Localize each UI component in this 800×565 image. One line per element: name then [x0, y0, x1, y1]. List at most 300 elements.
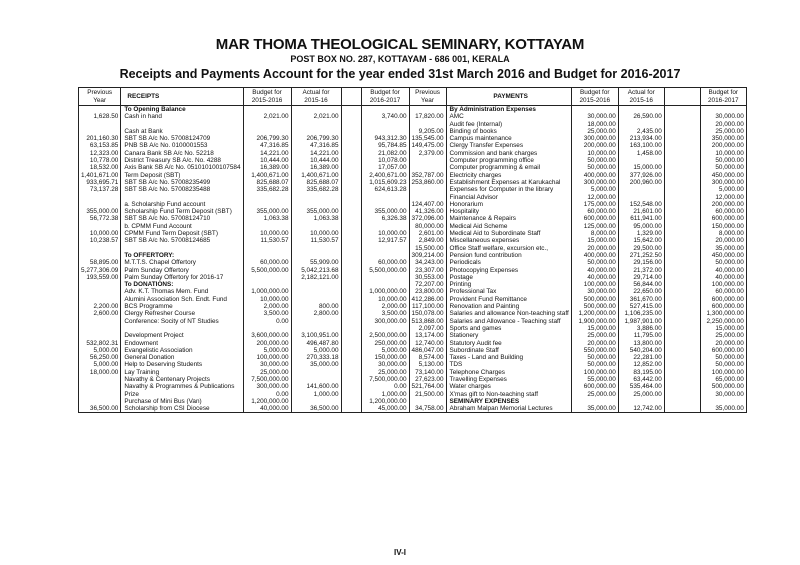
receipt-item-cell: Scholarship from CSI Diocese — [121, 405, 243, 413]
receipt-item-cell: CPMM Fund Term Deposit (SBT) — [121, 230, 243, 237]
actual-1516-receipt-cell: 5,000.00 — [291, 347, 341, 354]
budget-1617-payment-cell: 200,000.00 — [700, 142, 746, 149]
prev-year-receipt-cell — [79, 332, 121, 339]
spacer-cell — [664, 172, 700, 179]
spacer-cell — [664, 361, 700, 368]
budget-1617-payment-cell: 150,000.00 — [700, 223, 746, 230]
actual-1516-payment-cell: 22,281.00 — [618, 354, 664, 361]
budget-1617-receipt-cell: 17,057.00 — [361, 164, 409, 171]
budget-1617-receipt-cell: 355,000.00 — [361, 208, 409, 215]
receipt-item-cell: General Donation — [121, 354, 243, 361]
spacer-cell — [664, 121, 700, 128]
table-row — [79, 237, 747, 244]
budget-1617-payment-cell: 60,000.00 — [700, 208, 746, 215]
budget-1516-receipt-cell: 10,000.00 — [243, 230, 291, 237]
budget-1516-receipt-cell — [243, 325, 291, 332]
spacer-cell — [341, 186, 361, 193]
prev-year-payment-cell: 486,047.00 — [409, 347, 446, 354]
payment-item-cell: Photocopying Expenses — [446, 267, 571, 274]
budget-1617-receipt-cell: 45,000.00 — [361, 405, 409, 413]
budget-1516-payment-cell: 550,000.00 — [571, 347, 618, 354]
receipts-payments-table — [78, 87, 747, 413]
spacer-cell — [664, 303, 700, 310]
prev-year-receipt-cell: 56,250.00 — [79, 354, 121, 361]
budget-1516-payment-cell: 15,000.00 — [571, 325, 618, 332]
budget-1617-receipt-cell: 2,000.00 — [361, 303, 409, 310]
prev-year-payment-cell: 124,407.00 — [409, 201, 446, 208]
budget-1617-payment-cell — [700, 106, 746, 114]
spacer-cell — [341, 223, 361, 230]
budget-1617-receipt-cell — [361, 245, 409, 252]
budget-1516-payment-cell: 18,000.00 — [571, 121, 618, 128]
prev-year-payment-cell: 15,500.00 — [409, 245, 446, 252]
prev-year-receipt-cell: 1,628.50 — [79, 113, 121, 120]
actual-1516-header: Actual for 2015-16 — [291, 88, 341, 106]
prev-year-receipt-cell — [79, 194, 121, 201]
actual-1516-receipt-cell — [291, 121, 341, 128]
budget-1617-receipt-cell: 21,082.00 — [361, 150, 409, 157]
receipt-item-cell: M.T.T.S. Chapel Offertory — [121, 259, 243, 266]
actual-1516-payment-cell: 527,415.00 — [618, 303, 664, 310]
budget-1516-receipt-cell: 2,021.00 — [243, 113, 291, 120]
spacer-header — [341, 88, 361, 106]
prev-year-receipt-cell: 18,532.00 — [79, 164, 121, 171]
spacer-cell — [341, 325, 361, 332]
budget-1516-payment-cell: 20,000.00 — [571, 245, 618, 252]
spacer-cell — [341, 164, 361, 171]
receipt-item-cell: PNB SB A/c No. 0100001553 — [121, 142, 243, 149]
budget-1516-receipt-cell — [243, 245, 291, 252]
budget-1516-payment-cell: 100,000.00 — [571, 281, 618, 288]
actual-1516-receipt-cell — [291, 245, 341, 252]
spacer-cell — [341, 267, 361, 274]
table-row — [79, 223, 747, 230]
budget-1617-receipt-cell: 300,000.00 — [361, 318, 409, 325]
payment-item-cell: Binding of books — [446, 128, 571, 135]
prev-year-payment-cell — [409, 164, 446, 171]
prev-year-payment-cell: 30,553.00 — [409, 274, 446, 281]
table-row — [79, 383, 747, 390]
budget-1516-payment-cell: 30,000.00 — [571, 113, 618, 120]
spacer-cell — [664, 383, 700, 390]
prev-year-payment-cell: 513,868.00 — [409, 318, 446, 325]
spacer-cell — [341, 215, 361, 222]
budget-1516-payment-cell: 300,000.00 — [571, 135, 618, 142]
budget-1617-payment-cell: 450,000.00 — [700, 252, 746, 259]
prev-year-payment-cell: 253,860.00 — [409, 179, 446, 186]
institution-name: MAR THOMA THEOLOGICAL SEMINARY, KOTTAYAM — [215, 36, 585, 53]
receipt-item-cell: b. CPMM Fund Account — [121, 223, 243, 230]
prev-year-payment-cell: 80,000.00 — [409, 223, 446, 230]
budget-1516-receipt-cell: 825,688.07 — [243, 179, 291, 186]
spacer-cell — [341, 369, 361, 376]
actual-1516-receipt-cell — [291, 398, 341, 405]
prev-year-payment-cell: 72,207.00 — [409, 281, 446, 288]
prev-year-payment-cell: 2,849.00 — [409, 237, 446, 244]
prev-year-payment-cell — [409, 194, 446, 201]
budget-1617-payment-cell: 10,000.00 — [700, 150, 746, 157]
payment-item-cell: SEMINARY EXPENSES — [446, 398, 571, 405]
spacer-cell — [341, 194, 361, 201]
spacer-cell — [341, 157, 361, 164]
budget-1617-receipt-cell: 6,326.38 — [361, 215, 409, 222]
actual-1516-payment-cell: 540,204.00 — [618, 347, 664, 354]
spacer-cell — [664, 164, 700, 171]
budget-1516-receipt-cell: 16,389.00 — [243, 164, 291, 171]
actual-1516-payment-cell — [618, 186, 664, 193]
actual-1516-payment-cell: 26,590.00 — [618, 113, 664, 120]
receipt-item-cell: Alumini Association Sch. Endt. Fund — [121, 296, 243, 303]
prev-year-receipt-cell — [79, 106, 121, 114]
spacer-cell — [341, 245, 361, 252]
budget-1617-receipt-cell: 0.00 — [361, 383, 409, 390]
budget-1617-payment-cell: 5,000.00 — [700, 186, 746, 193]
spacer-cell — [664, 398, 700, 405]
actual-1516-payment-cell: 11,795.00 — [618, 332, 664, 339]
spacer-cell — [341, 179, 361, 186]
payment-item-cell: Telephone Charges — [446, 369, 571, 376]
budget-1617-payment-cell: 350,000.00 — [700, 135, 746, 142]
actual-1516-receipt-cell: 10,444.00 — [291, 157, 341, 164]
receipt-item-cell — [121, 245, 243, 252]
payment-item-cell: AMC — [446, 113, 571, 120]
prev-year-header: Previous Year — [79, 88, 121, 106]
payment-item-cell: Water charges — [446, 383, 571, 390]
prev-year-receipt-cell: 63,153.85 — [79, 142, 121, 149]
payment-item-cell: Renovation and Painting — [446, 303, 571, 310]
spacer-cell — [341, 230, 361, 237]
spacer-cell — [341, 296, 361, 303]
budget-1516-receipt-cell: 206,799.30 — [243, 135, 291, 142]
table-row — [79, 376, 747, 383]
table-row — [79, 303, 747, 310]
spacer-header — [664, 88, 700, 106]
actual-1516-receipt-cell: 206,799.30 — [291, 135, 341, 142]
budget-1516-payment-cell: 50,000.00 — [571, 259, 618, 266]
receipt-item-cell: Development Project — [121, 332, 243, 339]
payment-item-cell: Pension fund contribution — [446, 252, 571, 259]
table-row — [79, 113, 747, 120]
prev-year-payment-cell: 34,243.00 — [409, 259, 446, 266]
payment-item-cell: Audit fee (Internal) — [446, 121, 571, 128]
budget-1516-receipt-cell — [243, 223, 291, 230]
prev-year-payment-cell: 135,545.00 — [409, 135, 446, 142]
budget-1516-receipt-cell: 0.00 — [243, 318, 291, 325]
receipt-item-cell: Scholarship Fund Term Deposit (SBT) — [121, 208, 243, 215]
budget-1617-receipt-cell: 10,000.00 — [361, 230, 409, 237]
budget-1617-receipt-cell — [361, 325, 409, 332]
receipt-item-cell: Canara Bank SB A/c No. 52218 — [121, 150, 243, 157]
budget-1516-receipt-cell: 10,000.00 — [243, 296, 291, 303]
actual-1516-payment-cell: 1,987,901.00 — [618, 318, 664, 325]
spacer-cell — [664, 347, 700, 354]
budget-1617-header: Budget for 2016-2017 — [700, 88, 746, 106]
budget-1516-payment-cell: 500,000.00 — [571, 303, 618, 310]
spacer-cell — [341, 106, 361, 114]
prev-year-payment-cell: 9,205.00 — [409, 128, 446, 135]
actual-1516-receipt-cell: 5,042,213.68 — [291, 267, 341, 274]
budget-1617-payment-cell: 25,000.00 — [700, 332, 746, 339]
budget-1617-payment-cell: 450,000.00 — [700, 172, 746, 179]
table-row — [79, 347, 747, 354]
receipt-item-cell: Purchase of Mini Bus (Van) — [121, 398, 243, 405]
spacer-cell — [341, 383, 361, 390]
spacer-cell — [664, 259, 700, 266]
table-row — [79, 121, 747, 128]
receipt-item-cell: SBT SB A/c No. 57008124710 — [121, 215, 243, 222]
table-row — [79, 361, 747, 368]
actual-1516-payment-cell: 12,852.00 — [618, 361, 664, 368]
prev-year-receipt-cell — [79, 325, 121, 332]
budget-1516-payment-cell: 1,900,000.00 — [571, 318, 618, 325]
actual-1516-payment-cell: 12,742.00 — [618, 405, 664, 413]
institution-address: POST BOX NO. 287, KOTTAYAM - 686 001, KERALA — [290, 54, 510, 64]
budget-1516-payment-cell: 60,000.00 — [571, 208, 618, 215]
receipt-item-cell: Term Deposit (SBT) — [121, 172, 243, 179]
budget-1617-payment-cell: 30,000.00 — [700, 113, 746, 120]
budget-1516-receipt-cell: 47,316.85 — [243, 142, 291, 149]
table-row — [79, 186, 747, 193]
spacer-cell — [664, 340, 700, 347]
prev-year-receipt-cell — [79, 318, 121, 325]
receipts-header: RECEIPTS — [121, 88, 243, 106]
budget-1516-payment-cell: 500,000.00 — [571, 296, 618, 303]
spacer-cell — [341, 340, 361, 347]
budget-1516-receipt-cell: 335,682.28 — [243, 186, 291, 193]
spacer-cell — [664, 142, 700, 149]
budget-1516-payment-cell: 40,000.00 — [571, 267, 618, 274]
budget-1617-payment-cell: 2,250,000.00 — [700, 318, 746, 325]
payment-item-cell: Computer programming office — [446, 157, 571, 164]
table-row — [79, 142, 747, 149]
table-row — [79, 135, 747, 142]
actual-1516-payment-cell: 15,642.00 — [618, 237, 664, 244]
budget-1516-receipt-cell: 300,000.00 — [243, 383, 291, 390]
spacer-cell — [664, 215, 700, 222]
budget-1516-receipt-cell: 1,200,000.00 — [243, 398, 291, 405]
table-row — [79, 157, 747, 164]
budget-1516-receipt-cell — [243, 106, 291, 114]
spacer-cell — [664, 332, 700, 339]
payment-item-cell: Sports and games — [446, 325, 571, 332]
prev-year-payment-cell: 352,787.00 — [409, 172, 446, 179]
payment-item-cell: Miscellaneous expenses — [446, 237, 571, 244]
budget-1617-payment-cell: 500,000.00 — [700, 383, 746, 390]
budget-1617-receipt-cell — [361, 274, 409, 281]
prev-year-payment-cell: 34,758.00 — [409, 405, 446, 413]
table-row — [79, 172, 747, 179]
prev-year-receipt-cell: 36,500.00 — [79, 405, 121, 413]
payment-item-cell: Professional Tax — [446, 288, 571, 295]
actual-1516-receipt-cell: 36,500.00 — [291, 405, 341, 413]
actual-1516-receipt-cell — [291, 369, 341, 376]
prev-year-receipt-cell: 2,200.00 — [79, 303, 121, 310]
prev-year-header: Previous Year — [409, 88, 446, 106]
actual-1516-receipt-cell: 141,600.00 — [291, 383, 341, 390]
budget-1617-receipt-cell: 60,000.00 — [361, 259, 409, 266]
budget-1516-payment-cell: 10,000.00 — [571, 150, 618, 157]
spacer-cell — [341, 405, 361, 413]
budget-1617-payment-cell: 8,000.00 — [700, 230, 746, 237]
payment-item-cell: Establishment Expenses at Karukachal — [446, 179, 571, 186]
budget-1516-receipt-cell: 1,400,671.00 — [243, 172, 291, 179]
spacer-cell — [341, 281, 361, 288]
prev-year-receipt-cell: 2,600.00 — [79, 310, 121, 317]
payment-item-cell: Honorarium — [446, 201, 571, 208]
spacer-cell — [341, 172, 361, 179]
budget-1617-receipt-cell: 150,000.00 — [361, 354, 409, 361]
budget-1516-receipt-cell — [243, 281, 291, 288]
spacer-cell — [341, 274, 361, 281]
spacer-cell — [664, 405, 700, 413]
actual-1516-payment-cell: 2,435.00 — [618, 128, 664, 135]
budget-1516-payment-cell: 30,000.00 — [571, 288, 618, 295]
table-row — [79, 215, 747, 222]
payment-item-cell: Maintenance & Repairs — [446, 215, 571, 222]
budget-1516-payment-cell — [571, 106, 618, 114]
actual-1516-receipt-cell: 1,063.38 — [291, 215, 341, 222]
budget-1617-payment-cell: 600,000.00 — [700, 215, 746, 222]
spacer-cell — [664, 179, 700, 186]
spacer-cell — [664, 150, 700, 157]
spacer-cell — [664, 201, 700, 208]
prev-year-payment-cell: 5,130.00 — [409, 361, 446, 368]
prev-year-payment-cell: 23,307.00 — [409, 267, 446, 274]
prev-year-receipt-cell — [79, 281, 121, 288]
spacer-cell — [664, 230, 700, 237]
budget-1617-payment-cell: 600,000.00 — [700, 347, 746, 354]
budget-1617-receipt-cell — [361, 223, 409, 230]
budget-1516-payment-cell: 400,000.00 — [571, 172, 618, 179]
payment-item-cell: Abraham Malpan Memorial Lectures — [446, 405, 571, 413]
budget-1516-payment-cell: 8,000.00 — [571, 230, 618, 237]
table-row — [79, 259, 747, 266]
payments-header: PAYMENTS — [446, 88, 571, 106]
prev-year-payment-cell: 117,100.00 — [409, 303, 446, 310]
spacer-cell — [341, 142, 361, 149]
prev-year-payment-cell — [409, 398, 446, 405]
actual-1516-receipt-cell — [291, 106, 341, 114]
budget-1516-receipt-cell: 60,000.00 — [243, 259, 291, 266]
payment-item-cell: Postage — [446, 274, 571, 281]
actual-1516-receipt-cell: 35,000.00 — [291, 361, 341, 368]
prev-year-receipt-cell — [79, 288, 121, 295]
budget-1617-receipt-cell: 5,000.00 — [361, 347, 409, 354]
receipt-item-cell: SBT SB A/c No. 57008235499 — [121, 179, 243, 186]
budget-1617-payment-cell: 15,000.00 — [700, 325, 746, 332]
table-row — [79, 281, 747, 288]
actual-1516-payment-cell: 13,800.00 — [618, 340, 664, 347]
receipt-item-cell: Lay Training — [121, 369, 243, 376]
budget-1516-payment-cell: 50,000.00 — [571, 361, 618, 368]
budget-1617-payment-cell: 20,000.00 — [700, 340, 746, 347]
receipt-item-cell — [121, 121, 243, 128]
actual-1516-receipt-cell: 11,530.57 — [291, 237, 341, 244]
budget-1617-receipt-cell: 1,000.00 — [361, 391, 409, 398]
prev-year-receipt-cell: 73,137.28 — [79, 186, 121, 193]
table-row — [79, 201, 747, 208]
actual-1516-receipt-cell: 800.00 — [291, 303, 341, 310]
prev-year-receipt-cell — [79, 376, 121, 383]
budget-1516-payment-cell: 40,000.00 — [571, 274, 618, 281]
prev-year-receipt-cell — [79, 252, 121, 259]
prev-year-payment-cell: 21,500.00 — [409, 391, 446, 398]
budget-1516-receipt-cell: 1,063.38 — [243, 215, 291, 222]
prev-year-receipt-cell: 532,802.31 — [79, 340, 121, 347]
budget-1617-receipt-cell — [361, 201, 409, 208]
receipt-item-cell: Navathy & Programmes & Publications — [121, 383, 243, 390]
spacer-cell — [341, 347, 361, 354]
budget-1617-receipt-cell: 30,000.00 — [361, 361, 409, 368]
budget-1516-payment-cell: 175,000.00 — [571, 201, 618, 208]
receipt-item-cell: Palm Sunday Offertory for 2016-17 — [121, 274, 243, 281]
payment-item-cell: Campus maintenance — [446, 135, 571, 142]
budget-1617-receipt-cell: 1,200,000.00 — [361, 398, 409, 405]
actual-1516-receipt-cell — [291, 281, 341, 288]
budget-1617-receipt-cell: 10,000.00 — [361, 296, 409, 303]
prev-year-payment-cell — [409, 186, 446, 193]
spacer-cell — [341, 201, 361, 208]
prev-year-receipt-cell — [79, 223, 121, 230]
actual-1516-payment-cell: 25,000.00 — [618, 391, 664, 398]
budget-1516-receipt-cell: 40,000.00 — [243, 405, 291, 413]
payment-item-cell: Taxes - Land and Building — [446, 354, 571, 361]
budget-1617-receipt-cell — [361, 106, 409, 114]
prev-year-payment-cell: 8,574.00 — [409, 354, 446, 361]
prev-year-payment-cell: 2,097.00 — [409, 325, 446, 332]
prev-year-payment-cell — [409, 157, 446, 164]
actual-1516-payment-cell: 163,100.00 — [618, 142, 664, 149]
budget-1516-payment-cell: 20,000.00 — [571, 340, 618, 347]
payment-item-cell: Expenses for Computer in the library — [446, 186, 571, 193]
budget-1516-receipt-cell: 3,600,000.00 — [243, 332, 291, 339]
spacer-cell — [664, 194, 700, 201]
budget-1617-receipt-cell: 2,500,000.00 — [361, 332, 409, 339]
payment-item-cell: Office Staff welfare, excursion etc., — [446, 245, 571, 252]
budget-1617-payment-cell: 30,000.00 — [700, 391, 746, 398]
budget-1617-payment-cell: 50,000.00 — [700, 259, 746, 266]
prev-year-receipt-cell — [79, 383, 121, 390]
prev-year-receipt-cell: 58,895.00 — [79, 259, 121, 266]
budget-1516-payment-cell: 125,000.00 — [571, 223, 618, 230]
receipt-item-cell: a. Scholarship Fund account — [121, 201, 243, 208]
prev-year-receipt-cell: 933,695.71 — [79, 179, 121, 186]
payment-item-cell: By Administration Expenses — [446, 106, 571, 114]
payment-item-cell: Printing — [446, 281, 571, 288]
receipt-item-cell: Conference: Socity of NT Studies — [121, 318, 243, 325]
actual-1516-payment-cell: 83,195.00 — [618, 369, 664, 376]
budget-1617-receipt-cell: 250,000.00 — [361, 340, 409, 347]
receipt-item-cell: Prize — [121, 391, 243, 398]
receipt-item-cell: To DONATIONS: — [121, 281, 243, 288]
budget-1516-receipt-cell — [243, 121, 291, 128]
spacer-cell — [664, 245, 700, 252]
budget-1617-payment-cell: 100,000.00 — [700, 281, 746, 288]
table-row — [79, 106, 747, 114]
receipt-item-cell: Clergy Refresher Course — [121, 310, 243, 317]
budget-1516-receipt-cell: 30,000.00 — [243, 361, 291, 368]
receipt-item-cell: Evangelistic Association — [121, 347, 243, 354]
prev-year-receipt-cell: 12,323.00 — [79, 150, 121, 157]
actual-1516-payment-cell — [618, 157, 664, 164]
payment-item-cell: Commission and bank charges — [446, 150, 571, 157]
budget-1516-payment-cell: 400,000.00 — [571, 252, 618, 259]
table-row — [79, 296, 747, 303]
actual-1516-receipt-cell — [291, 376, 341, 383]
budget-1617-receipt-cell — [361, 121, 409, 128]
receipt-item-cell: District Treasury SB A/c. No. 4288 — [121, 157, 243, 164]
budget-1617-payment-cell: 300,000.00 — [700, 179, 746, 186]
